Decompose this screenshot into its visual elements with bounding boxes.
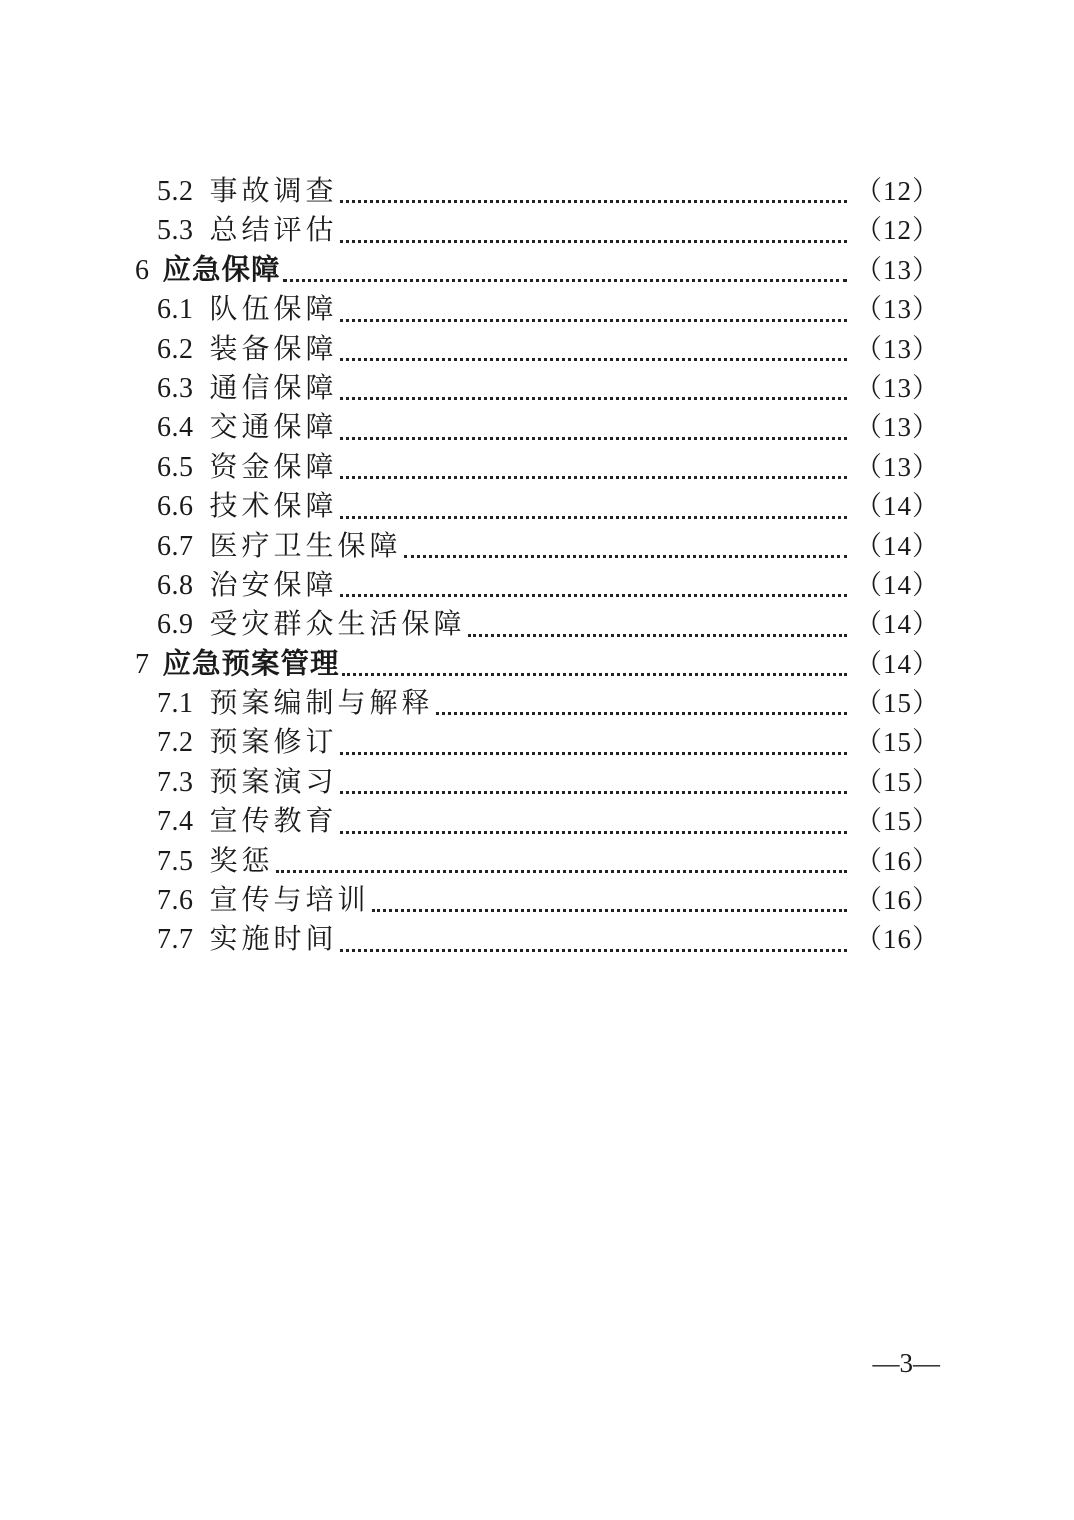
- toc-entry-number: 6.1: [157, 294, 194, 326]
- dotted-leader: [340, 949, 847, 952]
- toc-entry-title: 总结评估: [209, 215, 338, 247]
- toc-entry-title: 奖惩: [209, 845, 274, 877]
- toc-entry-page: （15）: [855, 806, 940, 837]
- toc-entry-number: 7.7: [157, 924, 194, 956]
- dotted-leader: [340, 594, 847, 597]
- toc-entry-page: （13）: [855, 451, 940, 482]
- toc-entry-page: （14）: [855, 609, 940, 640]
- toc-entry: [0, 802, 1074, 841]
- toc-entry-number: 6.4: [157, 412, 194, 444]
- toc-entry: [0, 527, 1074, 566]
- toc-entry: [0, 684, 1074, 723]
- dotted-leader: [340, 437, 847, 440]
- toc-entry-title: 交通保障: [209, 412, 338, 444]
- toc-entry-number: 6.2: [157, 333, 194, 365]
- toc-entry-title: 预案演习: [209, 766, 338, 798]
- toc-entry-page: （15）: [855, 688, 940, 719]
- toc-entry: [0, 763, 1074, 802]
- toc-entry-number: 7.1: [157, 688, 194, 720]
- toc-entry: [0, 172, 1074, 211]
- toc-entry-title: 通信保障: [209, 372, 338, 404]
- toc-entry-page: （14）: [855, 491, 940, 522]
- dotted-leader: [340, 831, 847, 834]
- toc-entry: [0, 290, 1074, 329]
- toc-entry: [0, 251, 1074, 290]
- toc-entry-number: 7: [135, 648, 150, 680]
- toc-entry-title: 事故调查: [209, 176, 338, 207]
- toc-entry-number: 5.2: [157, 176, 194, 207]
- footer-page-number: —3—: [872, 1348, 940, 1378]
- toc-entry-page: （15）: [855, 727, 940, 758]
- dotted-leader: [372, 909, 847, 912]
- toc-entry-title: 宣传教育: [209, 806, 338, 838]
- dotted-leader: [340, 397, 847, 400]
- toc-entry-page: （13）: [855, 294, 940, 325]
- toc-entry-number: 7.5: [157, 845, 194, 877]
- toc-entry-title: 宣传与培训: [209, 885, 370, 917]
- toc-entry: [0, 211, 1074, 250]
- toc-entry-page: （12）: [855, 176, 940, 206]
- dotted-leader: [340, 358, 847, 361]
- dotted-leader: [468, 634, 847, 637]
- toc-entry: [0, 645, 1074, 684]
- toc-entry-title: 装备保障: [209, 333, 338, 365]
- toc-entry-page: （16）: [855, 885, 940, 916]
- toc-entry: [0, 448, 1074, 487]
- toc-entry-number: 7.3: [157, 766, 194, 798]
- toc-entry-title: 应急预案管理: [162, 647, 340, 680]
- dotted-leader: [340, 476, 847, 479]
- toc-entry: [0, 566, 1074, 605]
- toc-entry-title: 预案编制与解释: [209, 688, 434, 720]
- toc-entry-page: （13）: [855, 254, 940, 285]
- dotted-leader: [340, 516, 847, 519]
- toc-entry: [0, 723, 1074, 762]
- dotted-leader: [404, 555, 847, 558]
- toc-entry: [0, 920, 1074, 959]
- toc-entry-number: 6.9: [157, 609, 194, 641]
- toc-entry-number: 7.2: [157, 727, 194, 759]
- toc-entry: [0, 842, 1074, 881]
- toc-entry-title: 队伍保障: [209, 294, 338, 326]
- toc-entry-number: 7.4: [157, 806, 194, 838]
- dotted-leader: [276, 870, 847, 873]
- toc-entry-page: （14）: [855, 569, 940, 600]
- dotted-leader: [340, 240, 847, 243]
- toc-entry-number: 6.8: [157, 569, 194, 601]
- dotted-leader: [340, 752, 847, 755]
- toc-entry-page: （16）: [855, 924, 940, 955]
- toc-entry-page: （12）: [855, 215, 940, 246]
- toc-entry-number: 6.6: [157, 491, 194, 523]
- toc-entry: [0, 408, 1074, 447]
- dotted-leader: [283, 279, 847, 282]
- toc-entry-title: 技术保障: [209, 491, 338, 523]
- toc-entry-number: 6.7: [157, 530, 194, 562]
- toc-entry-title: 实施时间: [209, 924, 338, 956]
- toc-entry-number: 7.6: [157, 885, 194, 917]
- toc-entry-number: 5.3: [157, 215, 194, 247]
- toc-entry-number: 6: [135, 254, 150, 286]
- toc-entry-title: 受灾群众生活保障: [209, 609, 466, 641]
- toc-entry-page: （15）: [855, 766, 940, 797]
- toc-entry: [0, 881, 1074, 920]
- toc-list: [0, 172, 1074, 960]
- dotted-leader: [436, 712, 847, 715]
- dotted-leader: [340, 319, 847, 322]
- toc-entry: [0, 605, 1074, 644]
- toc-entry-number: 6.5: [157, 451, 194, 483]
- toc-entry-title: 治安保障: [209, 569, 338, 601]
- toc-entry-number: 6.3: [157, 372, 194, 404]
- toc-entry-page: （13）: [855, 412, 940, 443]
- toc-entry: [0, 369, 1074, 408]
- toc-entry-page: （14）: [855, 648, 940, 679]
- toc-entry: [0, 330, 1074, 369]
- toc-entry-page: （16）: [855, 845, 940, 876]
- dotted-leader: [340, 200, 847, 203]
- toc-entry-page: （13）: [855, 333, 940, 364]
- toc-entry-title: 应急保障: [162, 253, 281, 286]
- toc-entry-title: 资金保障: [209, 451, 338, 483]
- dotted-leader: [340, 791, 847, 794]
- toc-entry-page: （14）: [855, 530, 940, 561]
- toc-entry-page: （13）: [855, 372, 940, 403]
- toc-entry-title: 预案修订: [209, 727, 338, 759]
- toc-entry-title: 医疗卫生保障: [209, 530, 402, 562]
- dotted-leader: [342, 673, 847, 676]
- toc-entry: [0, 487, 1074, 526]
